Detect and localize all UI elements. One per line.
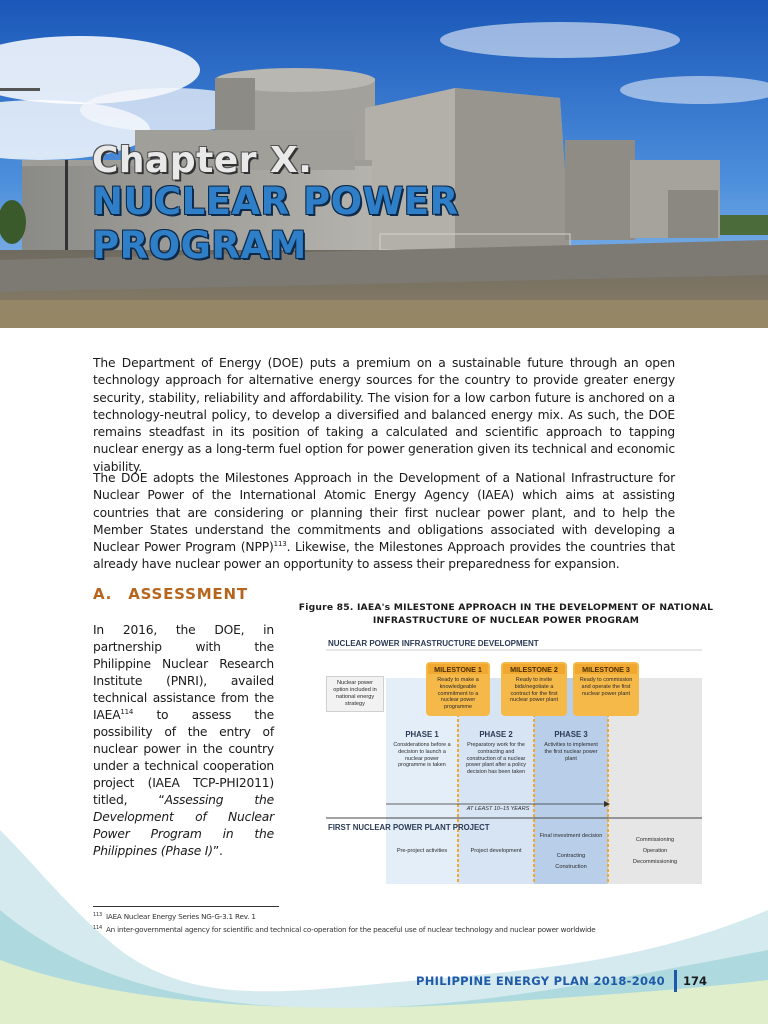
section-heading	[93, 585, 248, 603]
milestones-text-2: . Likewise, the Milestones Approach provides the countries that already have nuclear power an opportunity to assess their preparedness for expansion.	[93, 540, 675, 572]
milestones-paragraph	[93, 470, 675, 574]
milestone2-title: MILESTONE 2	[510, 665, 558, 674]
footnote-ref-114[interactable]: 114	[120, 707, 134, 716]
phase2-title: PHASE 2	[479, 730, 513, 739]
assessment-text-2: to assess the possibility of the entry of nuclear power in the country under a technical cooperation project (IAEA TCP-PHI2011) titled,	[93, 708, 274, 807]
diagram-title: NUCLEAR POWER INFRASTRUCTURE DEVELOPMENT	[328, 639, 539, 648]
chapter-title: NUCLEAR POWER PROGRAM	[92, 180, 459, 267]
chapter-label: Chapter X.	[92, 140, 313, 181]
phase1-title: PHASE 1	[405, 730, 439, 739]
page-number: 174	[683, 974, 708, 988]
phase3-desc: Activities to implement the first nuclear power plant	[544, 742, 598, 762]
project-development-label: Project development	[470, 848, 522, 854]
footer-divider	[674, 970, 677, 992]
option-note: Nuclear power option included in national energy strategy	[326, 676, 384, 712]
investment-decision-label: Final investment decision	[539, 833, 603, 839]
duration-label: AT LEAST 10–15 YEARS	[466, 806, 530, 812]
footnote-text: An inter-governmental agency for scientific and technical co-operation for the peaceful use of nuclear technology and nuclear power worldwide	[105, 925, 596, 934]
milestones-text-1: The DOE adopts the Milestones Approach in the Development of a National Infrastructure for Nuclear Power of the International Atomic Energy Agency (IAEA) which aims at assisting countries that are considering or planning their first nuclear power plant, and to help the Member States understand the commitments and obligations associated with developing a Nuclear Power Program (NPP)	[93, 471, 675, 555]
phase1-desc: Considerations before a decision to launch a nuclear power programme is taken	[393, 742, 451, 769]
milestone3-title: MILESTONE 3	[582, 665, 630, 674]
operation-label: Operation	[642, 848, 668, 854]
section-number: A.	[93, 585, 113, 603]
quote-open: “	[158, 793, 165, 807]
section-title: ASSESSMENT	[128, 585, 248, 603]
npp-project-title: FIRST NUCLEAR POWER PLANT PROJECT	[328, 823, 490, 832]
project-title: Assessing the Development of Nuclear Power Program in the Philippines (Phase I)	[93, 793, 274, 858]
footnote-113	[93, 912, 256, 921]
phase3-title: PHASE 3	[554, 730, 588, 739]
pre-project-label: Pre-project activities	[396, 848, 448, 854]
footnote-text: IAEA Nuclear Energy Series NG-G-3.1 Rev. 1	[105, 912, 256, 921]
footnote-ref-113[interactable]: 113	[273, 540, 287, 549]
phase2-desc: Preparatory work for the contracting and construction of a nuclear power plant after a policy decision has been taken	[466, 742, 526, 776]
contracting-label: Contracting	[556, 853, 586, 859]
footer-title: PHILIPPINE ENERGY PLAN 2018-2040	[416, 974, 665, 988]
construction-label: Construction	[555, 864, 587, 870]
footnote-114	[93, 925, 596, 934]
footnote-divider	[93, 906, 279, 907]
milestone1-title: MILESTONE 1	[434, 665, 482, 674]
commissioning-label: Commissioning	[635, 837, 675, 843]
intro-paragraph: The Department of Energy (DOE) puts a premium on a sustainable future through an open technology approach for alternative energy sources for the country to provide greater energy security, stability, reliability and affordability. The vision for a low carbon future is anchored on a technology-neutral policy, to develop a diversified and balanced energy mix. As such, the DOE remains steadfast in its position of taking a calculated and scientific approach to tapping nuclear energy as a long-term fuel option for power generation given its technical and economic viability.	[93, 356, 675, 474]
figure-caption: Figure 85. IAEA's MILESTONE APPROACH IN THE DEVELOPMENT OF NATIONAL INFRASTRUCTURE OF NUCLEAR POWER PROGRAM	[298, 602, 714, 626]
hero-banner	[0, 0, 768, 328]
assessment-text-1: In 2016, the DOE, in partnership with the Philippine Nuclear Research Institute (PNRI), availed technical assistance from the IAEA	[93, 623, 274, 722]
milestone3-desc: Ready to commission and operate the first nuclear power plant	[579, 677, 633, 697]
footnote-number: 113	[93, 911, 102, 918]
footnote-number: 114	[93, 924, 102, 931]
milestone1-desc: Ready to make a knowledgeable commitment to a nuclear power programme	[437, 677, 479, 711]
milestone2-desc: Ready to invite bids/negotiate a contract for the first nuclear power plant	[509, 677, 558, 704]
decommissioning-label: Decommissioning	[632, 859, 678, 865]
decorative-waves	[0, 790, 768, 1024]
quote-close: ”.	[212, 844, 223, 858]
